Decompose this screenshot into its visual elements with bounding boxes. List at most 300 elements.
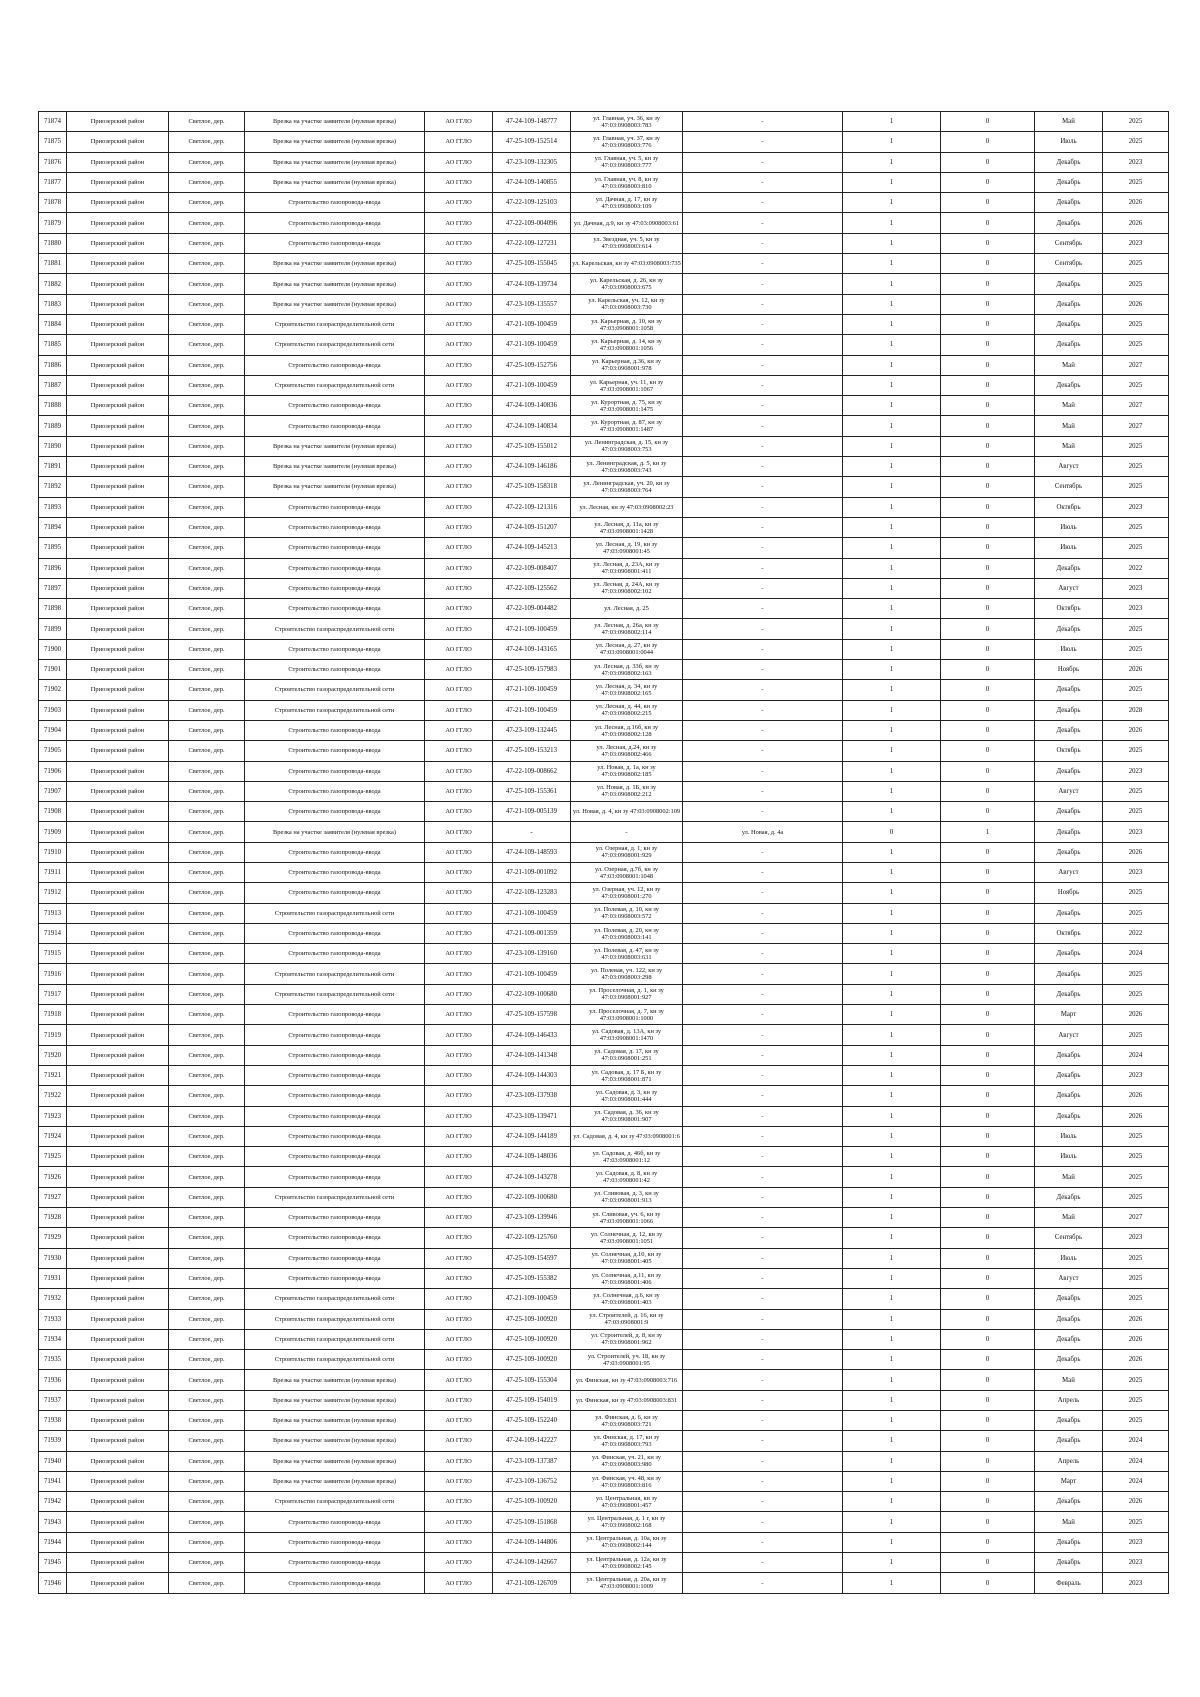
table-row [39,680,1169,700]
cell-address-alt: - [683,1309,843,1329]
cell-count-a: 1 [843,152,941,172]
cell-address-cadastral: ул. Строителей, уч. 18, кн зу 47:03:0908001:95 [571,1350,683,1370]
cell-month: Декабрь [1035,680,1103,700]
cell-address-cadastral: ул. Садовая, д. 4, кн зу 47:03:0908001:6 [571,1126,683,1146]
cell-address-alt: - [683,1208,843,1228]
cell-month: Декабрь [1035,375,1103,395]
cell-application-number: 47-21-109-100459 [493,375,571,395]
cell-organization: АО ГГЛО [425,294,493,314]
cell-count-b: 0 [941,355,1035,375]
cell-application-number: 47-25-109-155304 [493,1370,571,1390]
cell-application-number: 47-22-109-008662 [493,761,571,781]
cell-address-alt: - [683,1045,843,1065]
cell-row-number: 71915 [39,944,67,964]
cell-district: Приозерский район [67,1390,169,1410]
cell-application-number: 47-21-109-100459 [493,314,571,334]
cell-address-alt: - [683,1471,843,1491]
cell-work-type: Врезка на участке заявителя (нулевая врезка) [245,1451,425,1471]
cell-district: Приозерский район [67,1471,169,1491]
cell-organization: АО ГГЛО [425,1451,493,1471]
cell-address-alt: - [683,842,843,862]
cell-work-type: Строительство газопровода-ввода [245,517,425,537]
table-row [39,1411,1169,1431]
cell-row-number: 71879 [39,213,67,233]
cell-work-type: Строительство газопровода-ввода [245,1532,425,1552]
cell-application-number: 47-25-109-154019 [493,1390,571,1410]
cell-settlement: Светлое, дер. [169,1512,245,1532]
cell-row-number: 71917 [39,984,67,1004]
cell-organization: АО ГГЛО [425,842,493,862]
cell-district: Приозерский район [67,1370,169,1390]
table-row [39,761,1169,781]
cell-year: 2025 [1103,1268,1169,1288]
cell-application-number: 47-21-109-005139 [493,802,571,822]
cell-address-cadastral: ул. Ленинградская, д. 15, кн зу 47:03:0908003:753 [571,436,683,456]
cell-work-type: Строительство газопровода-ввода [245,944,425,964]
cell-settlement: Светлое, дер. [169,1411,245,1431]
cell-district: Приозерский район [67,1005,169,1025]
cell-address-alt: - [683,132,843,152]
cell-row-number: 71884 [39,314,67,334]
cell-address-alt: - [683,883,843,903]
cell-address-cadastral: ул. Карьерная, д. 10, кн зу 47:03:0908001:1058 [571,314,683,334]
cell-row-number: 71906 [39,761,67,781]
cell-count-a: 1 [843,1309,941,1329]
cell-organization: АО ГГЛО [425,599,493,619]
cell-organization: АО ГГЛО [425,1248,493,1268]
cell-row-number: 71925 [39,1147,67,1167]
cell-organization: АО ГГЛО [425,254,493,274]
cell-settlement: Светлое, дер. [169,396,245,416]
cell-settlement: Светлое, дер. [169,436,245,456]
cell-count-b: 0 [941,1573,1035,1593]
cell-row-number: 71878 [39,193,67,213]
cell-month: Декабрь [1035,1431,1103,1451]
cell-work-type: Строительство газопровода-ввода [245,923,425,943]
cell-year: 2023 [1103,233,1169,253]
cell-application-number: 47-25-109-155382 [493,1268,571,1288]
cell-row-number: 71940 [39,1451,67,1471]
cell-address-cadastral: ул. Солнечная, д.10, кн зу 47:03:0908001:405 [571,1248,683,1268]
cell-count-b: 0 [941,883,1035,903]
cell-address-cadastral: ул. Полевая, д. 10, кн зу 47:03:0908003:572 [571,903,683,923]
table-row [39,172,1169,192]
cell-year: 2025 [1103,619,1169,639]
cell-address-cadastral: ул. Лесная, д.16б, кн зу 47:03:0908002:128 [571,720,683,740]
cell-row-number: 71919 [39,1025,67,1045]
cell-district: Приозерский район [67,457,169,477]
cell-settlement: Светлое, дер. [169,1289,245,1309]
cell-district: Приозерский район [67,1451,169,1471]
cell-count-a: 1 [843,1005,941,1025]
cell-organization: АО ГГЛО [425,1289,493,1309]
cell-work-type: Строительство газопровода-ввода [245,1106,425,1126]
cell-work-type: Строительство газопровода-ввода [245,396,425,416]
cell-row-number: 71932 [39,1289,67,1309]
cell-application-number: 47-25-109-152240 [493,1411,571,1431]
cell-organization: АО ГГЛО [425,457,493,477]
cell-count-b: 0 [941,1228,1035,1248]
cell-organization: АО ГГЛО [425,193,493,213]
cell-count-a: 1 [843,457,941,477]
cell-year: 2025 [1103,639,1169,659]
cell-settlement: Светлое, дер. [169,335,245,355]
cell-address-cadastral: ул. Финская, д. 17, кн зу 47:03:0908003:793 [571,1431,683,1451]
table-row [39,822,1169,842]
cell-count-b: 0 [941,193,1035,213]
cell-organization: АО ГГЛО [425,1187,493,1207]
cell-count-b: 0 [941,1248,1035,1268]
cell-organization: АО ГГЛО [425,558,493,578]
cell-year: 2025 [1103,802,1169,822]
cell-settlement: Светлое, дер. [169,822,245,842]
cell-district: Приозерский район [67,335,169,355]
cell-address-alt: - [683,477,843,497]
cell-count-a: 1 [843,558,941,578]
cell-row-number: 71930 [39,1248,67,1268]
cell-year: 2023 [1103,1228,1169,1248]
cell-address-alt: - [683,720,843,740]
cell-work-type: Врезка на участке заявителя (нулевая врезка) [245,457,425,477]
cell-work-type: Строительство газопровода-ввода [245,233,425,253]
cell-row-number: 71894 [39,517,67,537]
cell-month: Декабрь [1035,619,1103,639]
cell-row-number: 71914 [39,923,67,943]
table-row [39,862,1169,882]
cell-district: Приозерский район [67,355,169,375]
cell-address-alt: - [683,152,843,172]
cell-month: Декабрь [1035,903,1103,923]
cell-work-type: Строительство газораспределительной сети [245,1350,425,1370]
cell-count-a: 1 [843,578,941,598]
cell-application-number: 47-22-109-008407 [493,558,571,578]
cell-year: 2023 [1103,1573,1169,1593]
cell-application-number: 47-25-109-100920 [493,1350,571,1370]
cell-row-number: 71898 [39,599,67,619]
cell-count-a: 1 [843,862,941,882]
cell-year: 2022 [1103,923,1169,943]
table-body [39,112,1169,1594]
cell-address-cadastral: ул. Центральная, д. 10а, кн зу 47:03:0908002:144 [571,1532,683,1552]
cell-count-b: 0 [941,1329,1035,1349]
cell-count-b: 0 [941,599,1035,619]
cell-district: Приозерский район [67,558,169,578]
table-row [39,639,1169,659]
cell-settlement: Светлое, дер. [169,903,245,923]
cell-application-number: 47-21-109-001092 [493,862,571,882]
cell-address-cadastral: ул. Озерная, д. 1, кн зу 47:03:0908001:929 [571,842,683,862]
cell-address-cadastral: ул. Ленинградская, д. 5, кн зу 47:03:0908003:743 [571,457,683,477]
cell-application-number: 47-25-109-151868 [493,1512,571,1532]
cell-address-cadastral: ул. Лесная, д. 24А, кн зу 47:03:0908002:102 [571,578,683,598]
cell-count-b: 0 [941,274,1035,294]
cell-address-cadastral: ул. Финская, кн зу 47:03:0908003:716 [571,1370,683,1390]
cell-count-b: 0 [941,112,1035,132]
cell-address-alt: ул. Новая, д. 4а [683,822,843,842]
document-page [38,111,1168,1594]
cell-month: Декабрь [1035,964,1103,984]
cell-count-a: 1 [843,883,941,903]
cell-address-alt: - [683,1126,843,1146]
table-row [39,599,1169,619]
cell-organization: АО ГГЛО [425,1390,493,1410]
cell-month: Май [1035,112,1103,132]
cell-count-a: 1 [843,1147,941,1167]
cell-year: 2025 [1103,1512,1169,1532]
cell-organization: АО ГГЛО [425,497,493,517]
cell-address-cadastral: ул. Финская, д. 6, кн зу 47:03:0908003:721 [571,1411,683,1431]
cell-year: 2025 [1103,477,1169,497]
cell-district: Приозерский район [67,1045,169,1065]
cell-month: Август [1035,457,1103,477]
cell-address-alt: - [683,254,843,274]
table-row [39,944,1169,964]
cell-application-number: 47-24-109-148593 [493,842,571,862]
cell-year: 2026 [1103,1086,1169,1106]
cell-application-number: 47-25-109-100920 [493,1492,571,1512]
cell-settlement: Светлое, дер. [169,193,245,213]
table-row [39,903,1169,923]
cell-count-a: 1 [843,314,941,334]
cell-address-alt: - [683,1228,843,1248]
cell-district: Приозерский район [67,1329,169,1349]
cell-settlement: Светлое, дер. [169,842,245,862]
cell-organization: АО ГГЛО [425,1065,493,1085]
table-row [39,1106,1169,1126]
cell-address-cadastral: ул. Лесная, д. 11а, кн зу 47:03:0908001:1428 [571,517,683,537]
cell-organization: АО ГГЛО [425,984,493,1004]
cell-year: 2026 [1103,1106,1169,1126]
cell-work-type: Врезка на участке заявителя (нулевая врезка) [245,152,425,172]
cell-organization: АО ГГЛО [425,1573,493,1593]
table-row [39,741,1169,761]
cell-row-number: 71897 [39,578,67,598]
cell-row-number: 71938 [39,1411,67,1431]
cell-address-alt: - [683,1147,843,1167]
cell-month: Март [1035,1471,1103,1491]
cell-application-number: 47-21-109-001359 [493,923,571,943]
cell-settlement: Светлое, дер. [169,1208,245,1228]
cell-count-a: 1 [843,903,941,923]
cell-work-type: Врезка на участке заявителя (нулевая врезка) [245,112,425,132]
cell-address-cadastral: ул. Солнечная, д.11, кн зу 47:03:0908001:406 [571,1268,683,1288]
cell-work-type: Врезка на участке заявителя (нулевая врезка) [245,274,425,294]
cell-work-type: Врезка на участке заявителя (нулевая врезка) [245,822,425,842]
cell-organization: АО ГГЛО [425,1553,493,1573]
cell-count-b: 0 [941,1309,1035,1329]
cell-organization: АО ГГЛО [425,314,493,334]
cell-month: Февраль [1035,1573,1103,1593]
cell-row-number: 71895 [39,538,67,558]
cell-year: 2027 [1103,355,1169,375]
cell-address-alt: - [683,1005,843,1025]
cell-district: Приозерский район [67,883,169,903]
table-row [39,132,1169,152]
cell-district: Приозерский район [67,517,169,537]
cell-row-number: 71902 [39,680,67,700]
cell-application-number: 47-24-109-144189 [493,1126,571,1146]
cell-address-cadastral: ул. Проселочная, д. 1, кн зу 47:03:0908001:927 [571,984,683,1004]
cell-month: Декабрь [1035,984,1103,1004]
cell-count-a: 1 [843,436,941,456]
table-row [39,1126,1169,1146]
cell-count-b: 0 [941,1025,1035,1045]
cell-organization: АО ГГЛО [425,903,493,923]
cell-settlement: Светлое, дер. [169,497,245,517]
cell-work-type: Строительство газопровода-ввода [245,720,425,740]
cell-application-number: 47-25-109-154597 [493,1248,571,1268]
cell-settlement: Светлое, дер. [169,355,245,375]
cell-settlement: Светлое, дер. [169,720,245,740]
cell-address-cadastral: ул. Курортная, д. 75, кн зу 47:03:0908001:1475 [571,396,683,416]
cell-work-type: Строительство газопровода-ввода [245,213,425,233]
cell-settlement: Светлое, дер. [169,1553,245,1573]
cell-settlement: Светлое, дер. [169,1228,245,1248]
cell-row-number: 71904 [39,720,67,740]
cell-district: Приозерский район [67,1208,169,1228]
cell-row-number: 71941 [39,1471,67,1491]
cell-count-b: 0 [941,720,1035,740]
cell-count-a: 1 [843,1451,941,1471]
cell-row-number: 71896 [39,558,67,578]
cell-month: Декабрь [1035,1350,1103,1370]
cell-month: Август [1035,862,1103,882]
cell-district: Приозерский район [67,1289,169,1309]
table-row [39,1228,1169,1248]
cell-count-b: 0 [941,842,1035,862]
cell-settlement: Светлое, дер. [169,862,245,882]
cell-month: Май [1035,1208,1103,1228]
cell-month: Август [1035,1025,1103,1045]
cell-row-number: 71945 [39,1553,67,1573]
table-row [39,497,1169,517]
cell-district: Приозерский район [67,294,169,314]
table-row [39,781,1169,801]
cell-address-alt: - [683,1187,843,1207]
cell-address-cadastral: ул. Финская, уч. 21, кн зу 47:03:0908003:980 [571,1451,683,1471]
cell-month: Декабрь [1035,802,1103,822]
table-row [39,700,1169,720]
cell-year: 2026 [1103,1492,1169,1512]
cell-address-cadastral: - [571,822,683,842]
cell-year: 2023 [1103,761,1169,781]
cell-address-alt: - [683,1086,843,1106]
cell-row-number: 71918 [39,1005,67,1025]
cell-district: Приозерский район [67,1086,169,1106]
cell-organization: АО ГГЛО [425,1431,493,1451]
cell-settlement: Светлое, дер. [169,1451,245,1471]
cell-address-cadastral: ул. Лесная, д. 23А, кн зу 47:03:0908001:411 [571,558,683,578]
table-row [39,355,1169,375]
cell-count-b: 0 [941,213,1035,233]
cell-address-cadastral: ул. Озерная, д.7б, кн зу 47:03:0908001:1048 [571,862,683,882]
cell-address-alt: - [683,599,843,619]
cell-row-number: 71889 [39,416,67,436]
cell-settlement: Светлое, дер. [169,538,245,558]
cell-application-number: 47-24-109-143165 [493,639,571,659]
cell-application-number: 47-25-109-158318 [493,477,571,497]
cell-address-cadastral: ул. Полевая, д. 20, кн зу 47:03:0908003:141 [571,923,683,943]
cell-year: 2023 [1103,578,1169,598]
table-row [39,1329,1169,1349]
cell-address-cadastral: ул. Лесная, д. 26а, кн зу 47:03:0908002:114 [571,619,683,639]
cell-application-number: 47-21-109-100459 [493,700,571,720]
cell-settlement: Светлое, дер. [169,923,245,943]
cell-address-cadastral: ул. Полевая, уч. 122, кн зу 47:03:0908003:298 [571,964,683,984]
cell-settlement: Светлое, дер. [169,1248,245,1268]
cell-year: 2026 [1103,660,1169,680]
cell-district: Приозерский район [67,1309,169,1329]
cell-count-a: 1 [843,1573,941,1593]
cell-row-number: 71905 [39,741,67,761]
cell-address-cadastral: ул. Лесная, д. 33б, кн зу 47:03:0908002:163 [571,660,683,680]
cell-application-number: 47-22-109-125760 [493,1228,571,1248]
cell-application-number: 47-25-109-155012 [493,436,571,456]
cell-application-number: 47-22-109-004482 [493,599,571,619]
cell-organization: АО ГГЛО [425,720,493,740]
cell-address-cadastral: ул. Садовая, д. 17 Б, кн зу 47:03:0908001:871 [571,1065,683,1085]
cell-month: Сентябрь [1035,233,1103,253]
cell-count-a: 1 [843,1512,941,1532]
cell-settlement: Светлое, дер. [169,1167,245,1187]
table-row [39,1248,1169,1268]
cell-work-type: Строительство газопровода-ввода [245,1126,425,1146]
cell-organization: АО ГГЛО [425,1532,493,1552]
cell-address-cadastral: ул. Звездная, уч. 5, кн зу 47:03:0908003:614 [571,233,683,253]
cell-count-a: 1 [843,1086,941,1106]
cell-settlement: Светлое, дер. [169,1005,245,1025]
cell-work-type: Строительство газопровода-ввода [245,1512,425,1532]
cell-district: Приозерский район [67,1350,169,1370]
cell-application-number: 47-21-109-100459 [493,619,571,639]
cell-year: 2023 [1103,1553,1169,1573]
cell-address-alt: - [683,741,843,761]
cell-address-cadastral: ул. Новая, д. 1а, кн зу 47:03:0908002:185 [571,761,683,781]
cell-work-type: Врезка на участке заявителя (нулевая врезка) [245,172,425,192]
cell-year: 2025 [1103,457,1169,477]
cell-address-alt: - [683,761,843,781]
cell-count-a: 1 [843,599,941,619]
cell-work-type: Врезка на участке заявителя (нулевая врезка) [245,436,425,456]
cell-count-b: 0 [941,517,1035,537]
cell-count-b: 0 [941,1187,1035,1207]
cell-work-type: Врезка на участке заявителя (нулевая врезка) [245,254,425,274]
cell-application-number: 47-23-109-137387 [493,1451,571,1471]
cell-address-alt: - [683,903,843,923]
cell-year: 2026 [1103,842,1169,862]
cell-address-alt: - [683,1329,843,1349]
cell-row-number: 71903 [39,700,67,720]
cell-count-b: 0 [941,1431,1035,1451]
cell-district: Приозерский район [67,477,169,497]
cell-month: Декабрь [1035,700,1103,720]
cell-settlement: Светлое, дер. [169,1471,245,1491]
cell-address-cadastral: ул. Карельская, кн зу 47:03:0908003:735 [571,254,683,274]
cell-count-b: 0 [941,1451,1035,1471]
cell-count-b: 0 [941,802,1035,822]
cell-month: Декабрь [1035,1411,1103,1431]
cell-year: 2024 [1103,1451,1169,1471]
cell-count-b: 0 [941,862,1035,882]
cell-count-b: 0 [941,761,1035,781]
cell-month: Август [1035,781,1103,801]
cell-count-a: 1 [843,132,941,152]
cell-application-number: 47-23-109-132305 [493,152,571,172]
cell-count-a: 1 [843,1268,941,1288]
cell-application-number: 47-24-109-139734 [493,274,571,294]
cell-work-type: Строительство газораспределительной сети [245,619,425,639]
cell-organization: АО ГГЛО [425,1045,493,1065]
